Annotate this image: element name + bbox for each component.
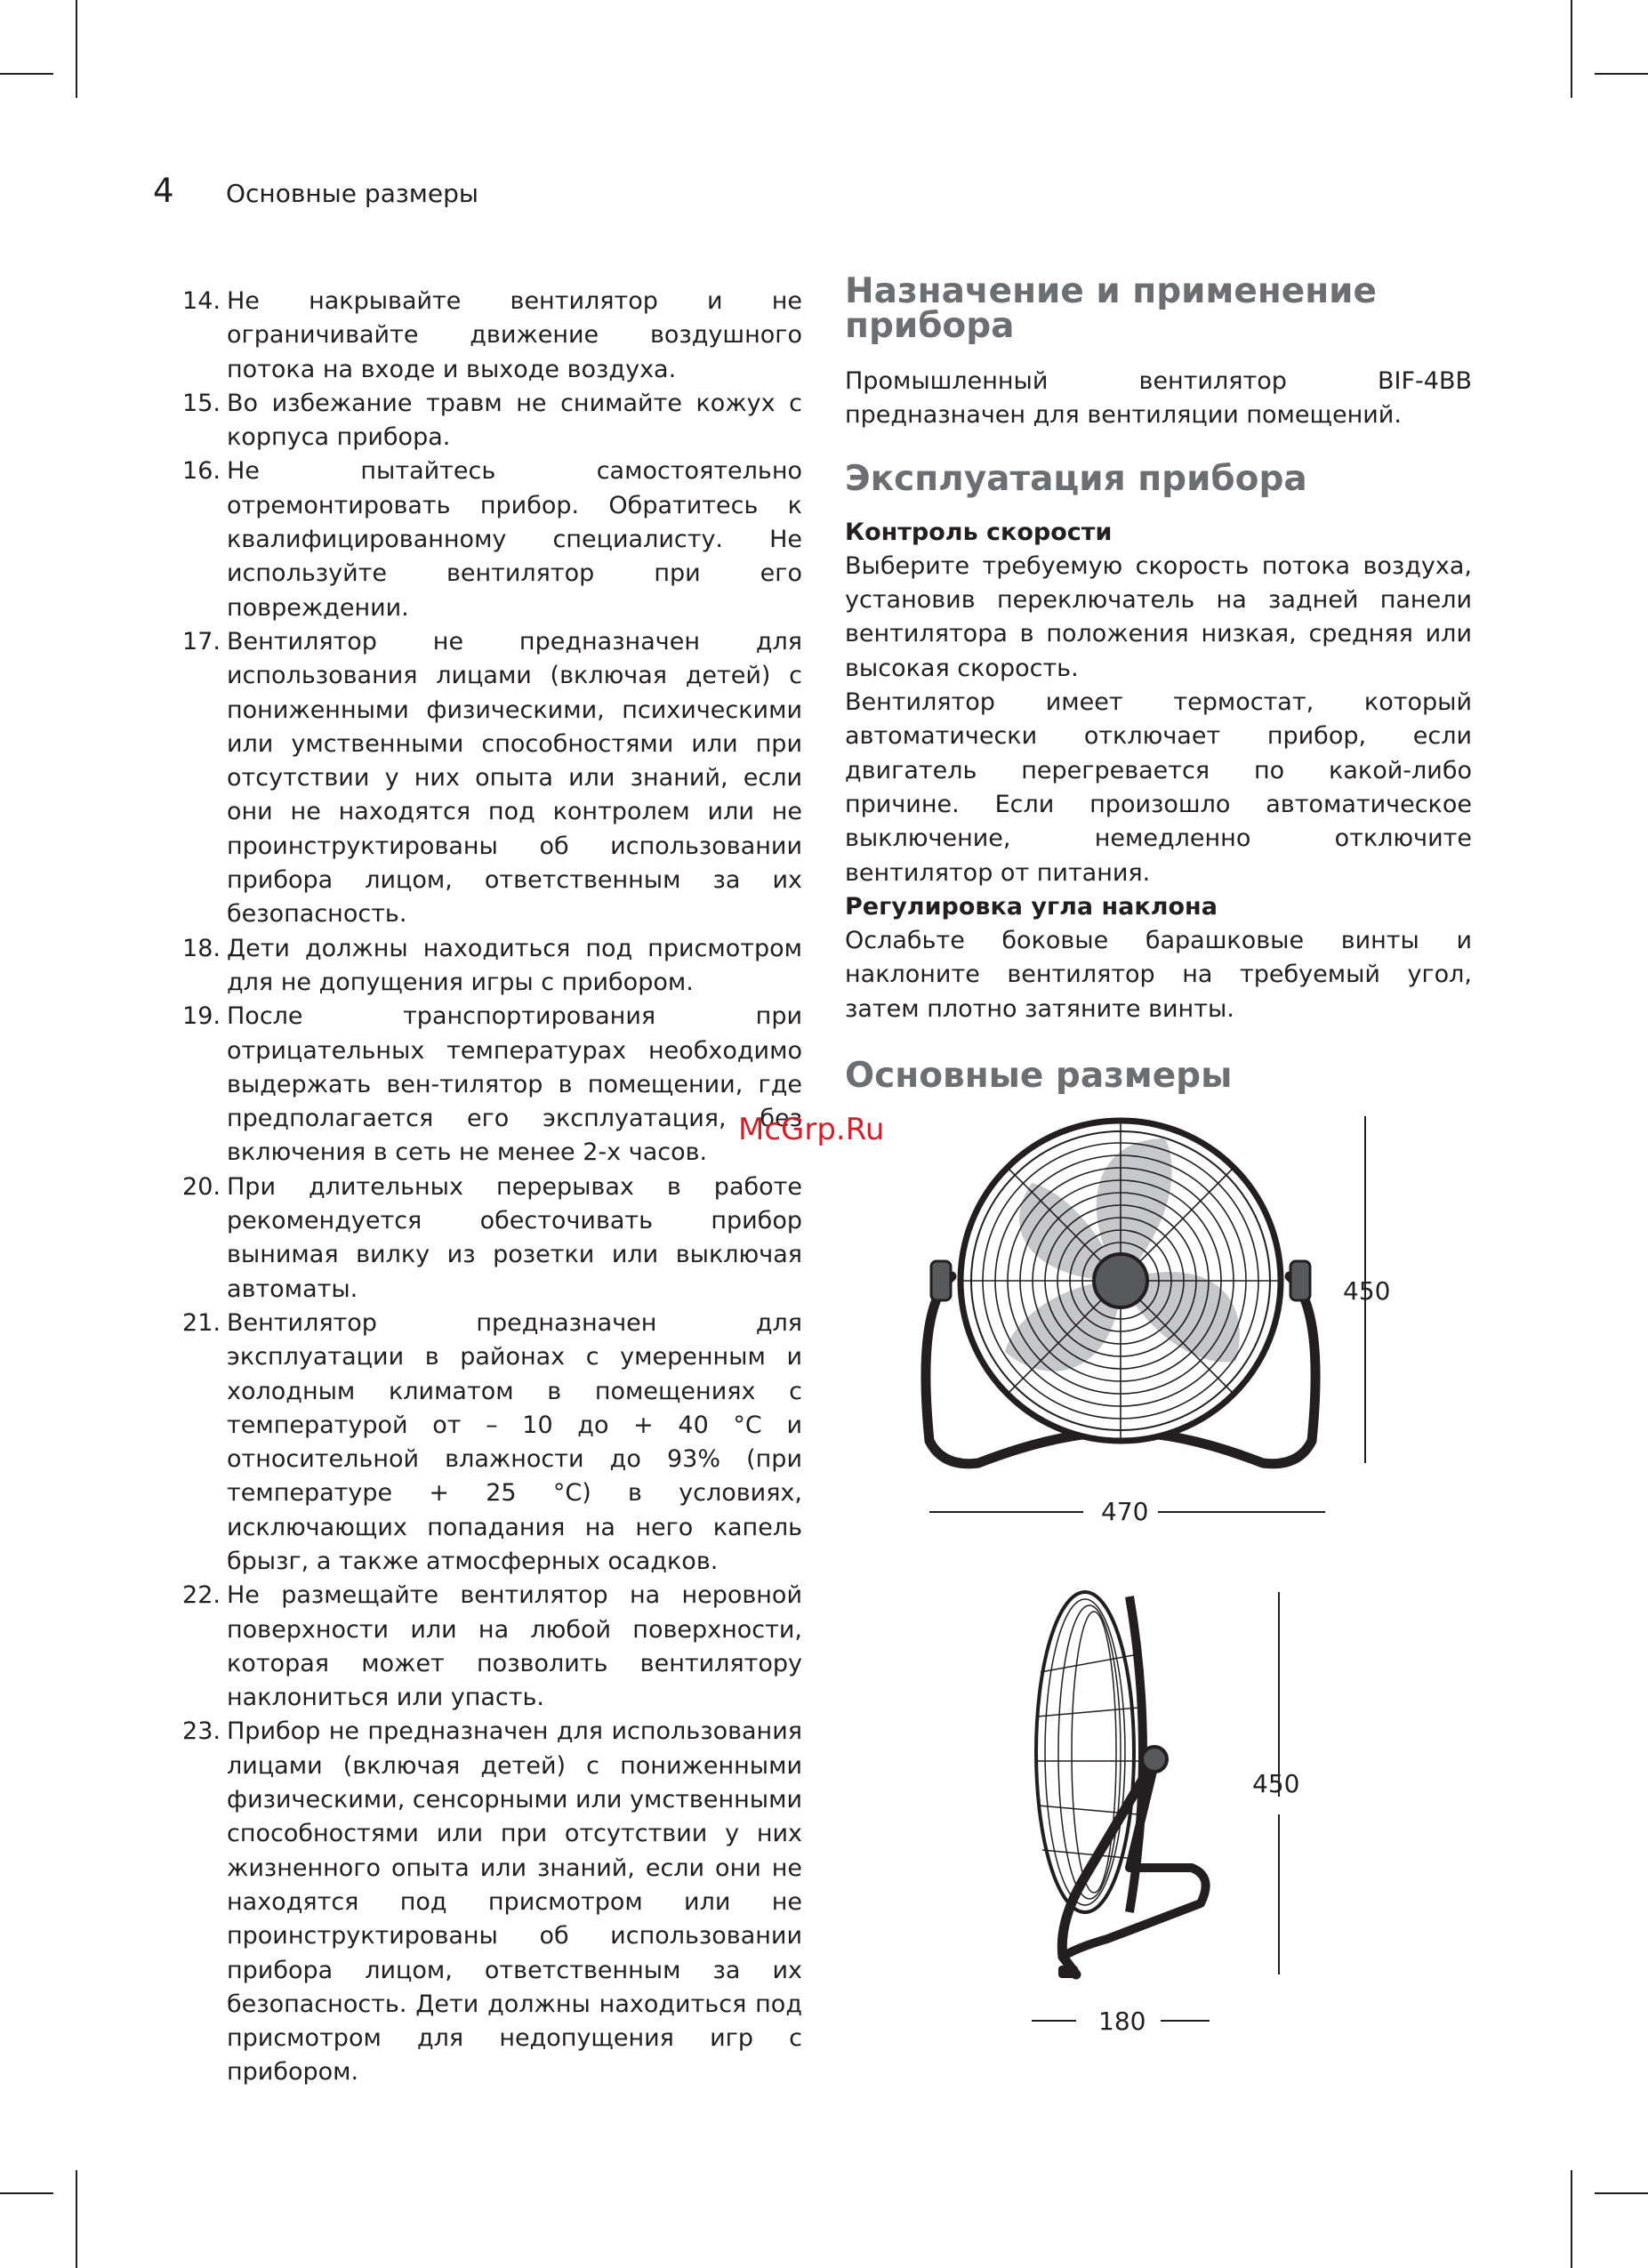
- running-head: [153, 172, 478, 216]
- purpose-text: Промышленный вентилятор BIF-4BB предназначен для вентиляции помещений.: [845, 367, 1472, 430]
- item-number: 22.: [182, 1581, 221, 1610]
- tilt-subheading: Регулировка угла наклона: [845, 892, 1218, 921]
- list-item: [169, 1170, 802, 1307]
- safety-list: [169, 285, 802, 2090]
- dimensions-heading: Основные размеры: [845, 1056, 1233, 1097]
- item-number: 14.: [182, 287, 221, 315]
- front-height-label: 450: [1343, 1276, 1391, 1306]
- crop-mark: [1595, 73, 1648, 75]
- list-item: [169, 932, 802, 1001]
- page-number: 4: [153, 172, 174, 210]
- item-number: 16.: [182, 457, 221, 486]
- list-item: [169, 1715, 802, 2089]
- item-text: Вентилятор предназначен для эксплуатации в районах с умеренным и холодным климатом в помещениях с температурой от – 10 до + 40 °С и относительной влажности до 93% (при температуре + 25 °С) в условиях, исключающих попадания на него капель брызг, а также атмосферных осадков.: [227, 1308, 802, 1575]
- front-width-label: 470: [1101, 1497, 1149, 1526]
- purpose-heading-line2: прибора: [845, 306, 1015, 346]
- crop-mark: [76, 0, 77, 98]
- item-text: Не накрывайте вентилятор и не ограничивайте движение воздушного потока на входе и выходе воздуха.: [227, 287, 802, 383]
- crop-mark: [1571, 2170, 1572, 2268]
- item-text: После транспортирования при отрицательных температурах необходимо выдержать вен-тилятор в помещении, где предполагается его эксплуатация, без включения в сеть не менее 2-х часов.: [227, 1002, 802, 1167]
- item-number: 17.: [182, 627, 221, 655]
- list-item: [169, 1000, 802, 1170]
- dimension-lines-side: [1023, 1588, 1290, 2050]
- purpose-heading-line1: Назначение и применение: [845, 271, 1377, 311]
- item-number: 18.: [182, 934, 221, 962]
- crop-mark: [0, 2192, 53, 2194]
- item-text: Во избежание травм не снимайте кожух с корпуса прибора.: [227, 389, 802, 452]
- crop-mark: [0, 73, 53, 75]
- crop-mark: [1595, 2192, 1648, 2194]
- item-text: Не размещайте вентилятор на неровной поверхности или на любой поверхности, которая может позволить вентилятору наклониться или упасть.: [227, 1581, 802, 1712]
- list-item: [169, 1579, 802, 1715]
- list-item: [169, 1307, 802, 1579]
- purpose-heading: [845, 271, 1472, 346]
- item-number: 20.: [182, 1172, 221, 1201]
- speed-subheading: Контроль скорости: [845, 518, 1113, 546]
- list-item: [169, 625, 802, 932]
- item-text: Не пытайтесь самостоятельно отремонтировать прибор. Обратитесь к квалифицированному специалисту. Не используйте вентилятор при его повреждении.: [227, 457, 802, 622]
- side-height-label: 450: [1252, 1769, 1300, 1798]
- running-head-title: Основные размеры: [226, 179, 478, 208]
- item-number: 15.: [182, 389, 221, 417]
- speed-text: Выберите требуемую скорость потока воздуха, установив переключатель на задней панели вентилятора в положения низкая, средняя или высокая скорость.: [845, 551, 1472, 682]
- right-column: [845, 267, 1472, 1097]
- list-item: [169, 285, 802, 387]
- item-text: Дети должны находиться под присмотром для не допущения игры с прибором.: [227, 934, 802, 996]
- item-number: 21.: [182, 1308, 221, 1337]
- item-text: При длительных перерывах в работе рекомендуется обесточивать прибор вынимая вилку из розетки или выключая автоматы.: [227, 1172, 802, 1303]
- item-text: Прибор не предназначен для использования лицами (включая детей) с пониженными физическими, сенсорными или умственными способностями или при отсутствии у них жизненного опыта или знаний, если они не находятся под присмотром или не проинструктированы об использовании прибора лицом, ответственным за их безопасность. Дети должны находиться под присмотром для недопущения игр с прибором.: [227, 1717, 802, 2087]
- list-item: [169, 454, 802, 624]
- thermostat-text: Вентилятор имеет термостат, который автоматически отключает прибор, если двигатель перегревается по какой-либо причине. Если произошло автоматическое выключение, немедленно отключите вентилятор от питания.: [845, 688, 1472, 887]
- dimension-lines-front: [925, 1112, 1387, 1530]
- watermark-text: McGrp.Ru: [738, 1112, 885, 1147]
- operation-heading: Эксплуатация прибора: [845, 458, 1307, 499]
- list-item: [169, 387, 802, 455]
- crop-mark: [1571, 0, 1572, 98]
- item-number: 23.: [182, 1717, 221, 1746]
- side-depth-label: 180: [1098, 2007, 1146, 2036]
- item-number: 19.: [182, 1002, 221, 1031]
- tilt-text: Ослабьте боковые барашковые винты и наклоните вентилятор на требуемый угол, затем плотно затяните винты.: [845, 927, 1472, 1023]
- item-text: Вентилятор не предназначен для использования лицами (включая детей) с пониженными физическими, психическими или умственными способностями или при отсутствии у них опыта или знаний, если они не находятся под контролем или не проинструктированы об использовании прибора лицом, ответственным за их безопасность.: [227, 627, 802, 929]
- crop-mark: [76, 2170, 77, 2268]
